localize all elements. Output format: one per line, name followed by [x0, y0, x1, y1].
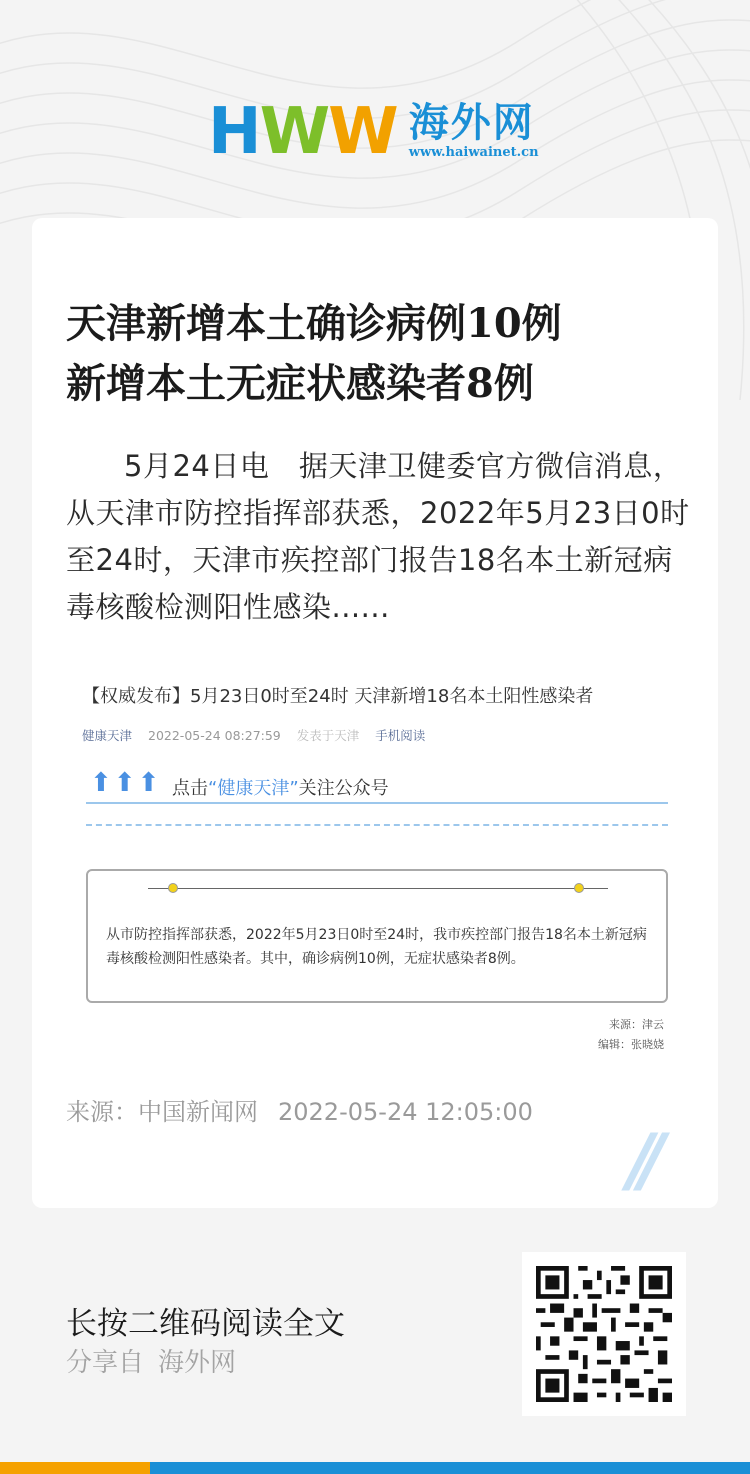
article-source-line	[66, 1092, 533, 1127]
share-footer	[0, 1212, 750, 1462]
article-source: 来源：中国新闻网	[66, 1098, 258, 1126]
embed-editor: 编辑：张晓娆	[598, 1038, 664, 1051]
embed-meta	[82, 726, 425, 744]
qr-read-prompt: 长按二维码阅读全文	[66, 1306, 345, 1342]
embed-datetime: 2022-05-24 08:27:59	[148, 728, 281, 743]
embed-rule	[86, 802, 668, 804]
logo-name-cn: 海外网	[408, 99, 535, 146]
up-arrow-icon: ⬆ ⬆ ⬆	[90, 768, 160, 798]
article-timestamp: 2022-05-24 12:05:00	[278, 1098, 533, 1126]
embed-title: 【权威发布】5月23日0时至24时 天津新增18名本土阳性感染者	[82, 686, 594, 707]
logo-text	[409, 100, 539, 160]
decorative-slash-icon: //	[628, 1119, 652, 1201]
embed-dashed-rule	[86, 824, 668, 826]
embed-body: 从市防控指挥部获悉，2022年5月23日0时至24时，我市疾控部门报告18名本土新冠病毒核酸检测阳性感染者。其中，确诊病例10例，无症状感染者8例。	[106, 927, 647, 967]
embed-content-box	[86, 869, 668, 1003]
bottom-brand-bar	[0, 1462, 750, 1474]
embed-follow-text: 点击“健康天津”关注公众号	[172, 778, 389, 799]
box-tick-right	[592, 888, 608, 889]
article-card	[32, 218, 718, 1208]
box-line	[148, 888, 608, 889]
bottom-bar-orange	[0, 1462, 150, 1474]
share-from: 分享自 海外网	[66, 1348, 237, 1378]
embed-source: 来源：津云	[609, 1018, 664, 1031]
yellow-dot-icon	[574, 883, 584, 893]
qr-code[interactable]	[522, 1252, 686, 1416]
embed-location: 发表于天津	[296, 728, 360, 743]
headline-line-1: 天津新增本土确诊病例10例	[66, 300, 562, 347]
qr-code-icon[interactable]	[536, 1266, 672, 1402]
embed-account: 健康天津	[82, 728, 133, 743]
article-summary: 5月24日电 据天津卫健委官方微信消息，从天津市防控指挥部获悉，2022年5月23日0时至24时，天津市疾控部门报告18名本土新冠病毒核酸检测阳性感染......	[66, 449, 690, 624]
haiwainet-logo	[208, 95, 539, 169]
embed-mobile-read: 手机阅读	[375, 728, 426, 743]
embedded-article-screenshot	[68, 664, 682, 1064]
logo-url: www.haiwainet.cn	[408, 145, 539, 160]
article-headline	[66, 294, 696, 414]
bottom-bar-blue	[150, 1462, 750, 1474]
yellow-dot-icon	[168, 883, 178, 893]
hww-logo-mark: HWW	[208, 95, 397, 169]
headline-line-2: 新增本土无症状感染者8例	[66, 360, 534, 407]
